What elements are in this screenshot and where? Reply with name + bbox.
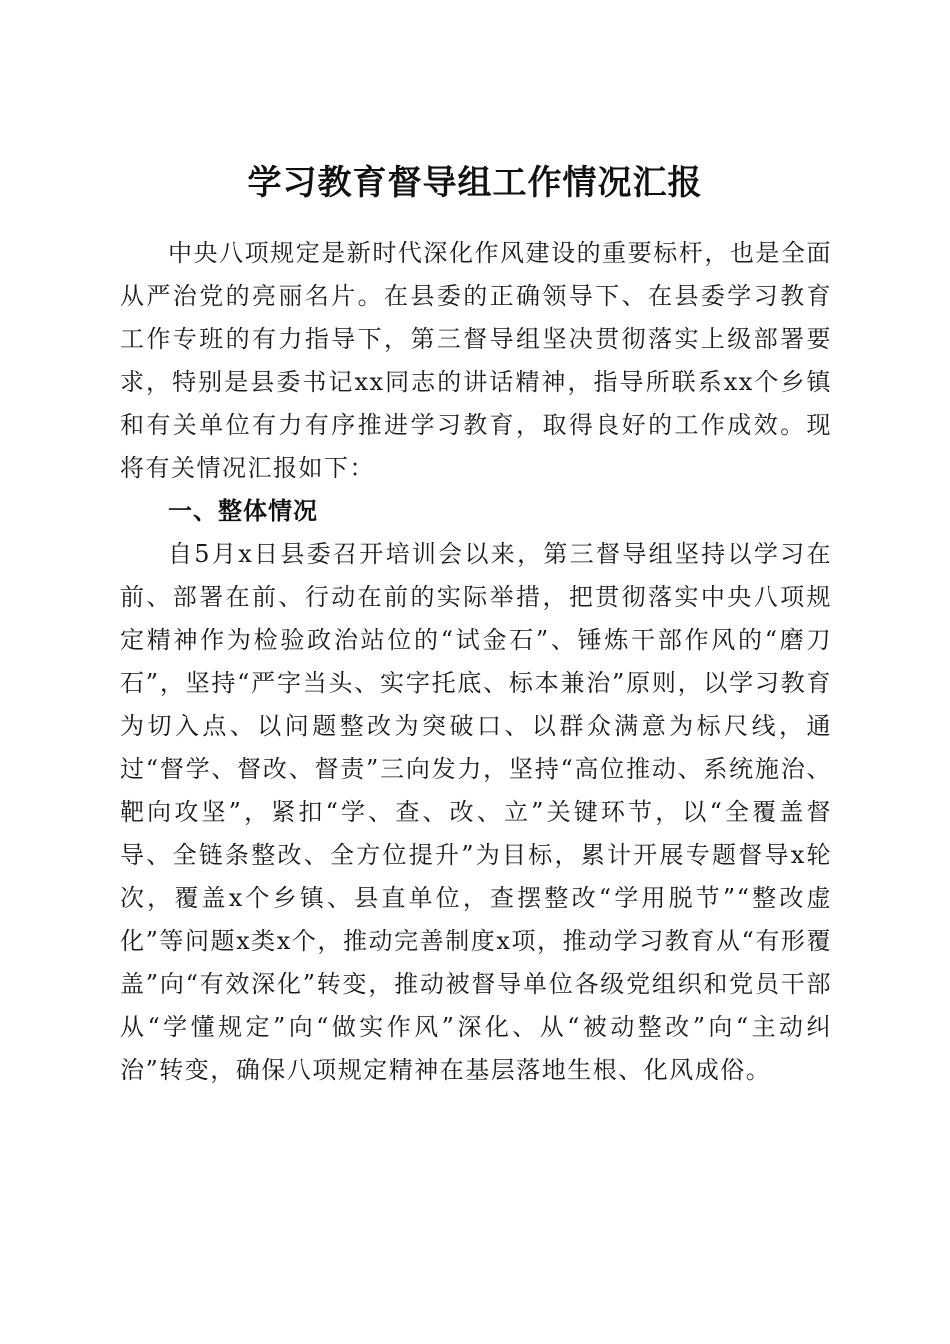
section-heading-overall: 一、整体情况 (168, 497, 318, 525)
document-body (120, 232, 832, 1092)
intro-paragraph: 中央八项规定是新时代深化作风建设的重要标杆，也是全面从严治党的亮丽名片。在县委的正确领导下、在县委学习教育工作专班的有力指导下，第三督导组坚决贯彻落实上级部署要求，特别是县委书记xx同志的讲话精神，指导所联系xx个乡镇和有关单位有力有序推进学习教育，取得良好的工作成效。现将有关情况汇报如下： (120, 239, 832, 482)
document-title: 学习教育督导组工作情况汇报 (247, 162, 703, 203)
section-paragraph-overall: 自5月x日县委召开培训会以来，第三督导组坚持以学习在前、部署在前、行动在前的实际举措，把贯彻落实中央八项规定精神作为检验政治站位的“试金石”、锤炼干部作风的“磨刀石”，坚持“严字当头、实字托底、标本兼治”原则，以学习教育为切入点、以问题整改为突破口、以群众满意为标尺线，通过“督学、督改、督责”三向发力，坚持“高位推动、系统施治、靶向攻坚”，紧扣“学、查、改、立”关键环节，以“全覆盖督导、全链条整改、全方位提升”为目标，累计开展专题督导x轮次，覆盖x个乡镇、县直单位，查摆整改“学用脱节”“整改虚化”等问题x类x个，推动完善制度x项，推动学习教育从“有形覆盖”向“有效深化”转变，推动被督导单位各级党组织和党员干部从“学懂规定”向“做实作风”深化、从“被动整改”向“主动纠治”转变，确保八项规定精神在基层落地生根、化风成俗。 (120, 540, 832, 1084)
